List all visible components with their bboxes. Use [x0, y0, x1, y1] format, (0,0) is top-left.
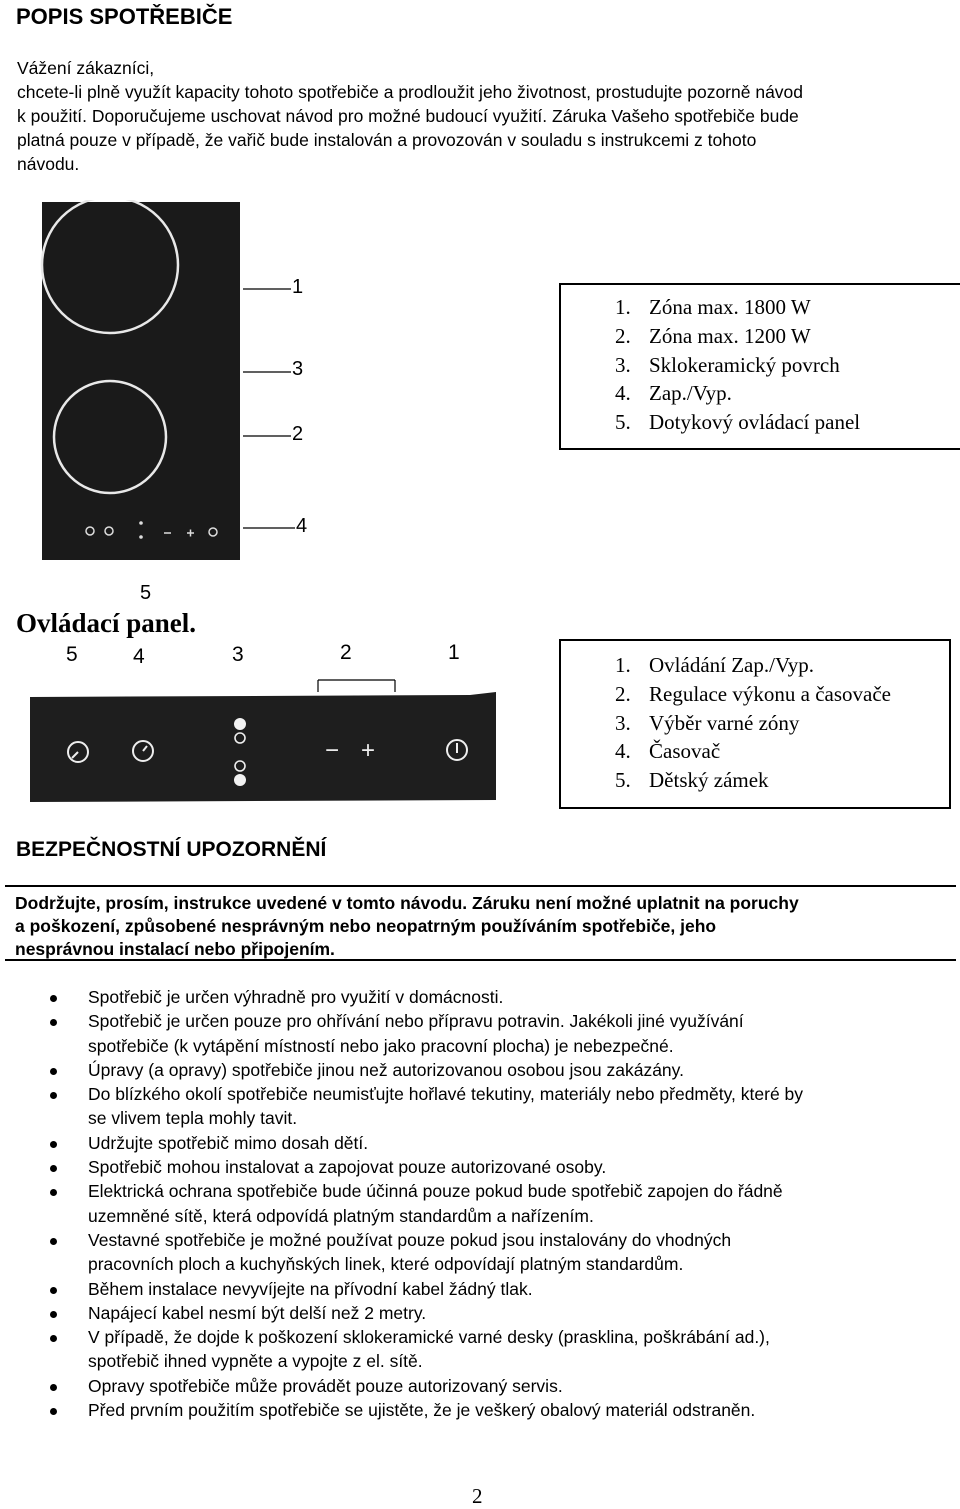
hob-callout-3: 3 — [292, 358, 304, 380]
bullet-icon — [50, 995, 57, 1002]
list-item: 1. Zóna max. 1800 W — [615, 295, 811, 319]
bullet-icon — [50, 1238, 57, 1245]
bullet-icon — [50, 1019, 57, 1026]
hob-callout-4: 4 — [296, 515, 308, 537]
list-item: 4. Časovač — [615, 739, 721, 764]
hob-callout-1: 1 — [292, 276, 304, 298]
control-panel-heading: Ovládací panel. — [16, 608, 197, 638]
warning-line: nesprávnou instalací nebo připojením. — [15, 939, 335, 959]
list-item: Napájecí kabel nesmí být delší než 2 metry. — [50, 1301, 940, 1325]
list-item: 3. Výběr varné zóny — [615, 710, 800, 735]
page-title: POPIS SPOTŘEBIČE — [16, 4, 233, 29]
bullet-icon — [50, 1335, 57, 1342]
warning-box — [5, 885, 956, 961]
panel-callout-1: 1 — [448, 641, 460, 664]
hob-callout-2: 2 — [292, 423, 304, 445]
list-item: Vestavné spotřebiče je možné používat pouze pokud jsou instalovány do vhodných pracovních ploch a kuchyňských linek, které odpovídají platným standardům. — [50, 1228, 940, 1277]
intro-line: návodu. — [17, 154, 80, 174]
panel-legend-box — [559, 639, 951, 809]
list-item: 4. Zap./Vyp. — [615, 381, 732, 406]
panel-callout-2: 2 — [340, 641, 352, 664]
panel-callout-4: 4 — [133, 645, 145, 668]
bullet-icon — [50, 1068, 57, 1075]
panel-legend — [615, 651, 891, 795]
list-item: Elektrická ochrana spotřebiče bude účinná pouze pokud bude spotřebič zapojen do řádně uzemněné sítě, která odpovídá platným standardům a nařízením. — [50, 1179, 940, 1228]
control-panel-illustration — [30, 640, 500, 810]
parts-legend — [615, 293, 860, 437]
panel-glass — [30, 692, 496, 802]
zone-select-top-icon — [234, 718, 246, 730]
page-number: 2 — [472, 1484, 483, 1508]
intro-line: chcete-li plně využít kapacity tohoto spotřebiče a prodloužit jeho životnost, prostudujte pozorně návod — [17, 82, 804, 102]
list-item: Spotřebič mohou instalovat a zapojovat pouze autorizované osoby. — [50, 1155, 940, 1179]
list-item: 2. Regulace výkonu a časovače — [615, 681, 891, 706]
list-item: 1. Ovládání Zap./Vyp. — [615, 653, 815, 677]
plus-button: + — [361, 737, 376, 764]
bullet-icon — [50, 1165, 57, 1172]
parts-legend-box — [559, 283, 960, 450]
bullet-icon — [50, 1287, 57, 1294]
list-item: 2. Zóna max. 1200 W — [615, 323, 811, 348]
panel-callout-3: 3 — [232, 643, 244, 666]
list-item: 5. Dětský zámek — [615, 768, 769, 793]
list-item: 5. Dotykový ovládací panel — [615, 410, 861, 435]
intro-paragraph — [17, 56, 947, 176]
hob-illustration — [38, 200, 243, 565]
list-item: 3. Sklokeramický povrch — [615, 352, 840, 377]
list-item: Opravy spotřebiče může provádět pouze autorizovaný servis. — [50, 1374, 940, 1398]
list-item: Udržujte spotřebič mimo dosah dětí. — [50, 1131, 940, 1155]
bullet-icon — [50, 1189, 57, 1196]
bullet-icon — [50, 1141, 57, 1148]
intro-line: k použití. Doporučujeme uschovat návod pro možné budoucí využití. Záruka Vašeho spotřebiče bude — [17, 106, 799, 126]
intro-line: Vážení zákazníci, — [17, 58, 155, 78]
hob-glass-surface — [42, 202, 240, 560]
minus-button: − — [325, 737, 340, 764]
safety-bullet-list — [50, 985, 940, 1422]
list-item: Spotřebič je určen výhradně pro využití v domácnosti. — [50, 985, 940, 1009]
list-item: Úpravy (a opravy) spotřebiče jinou než autorizovanou osobou jsou zakázány. — [50, 1058, 940, 1082]
intro-line: platná pouze v případě, že vařič bude instalován a provozován v souladu s instrukcemi z tohoto — [17, 130, 757, 150]
zone-select-bottom-icon — [234, 774, 246, 786]
warning-line: Dodržujte, prosím, instrukce uvedené v tomto návodu. Záruku není možné uplatnit na poruchy — [15, 893, 799, 913]
hob-callout-5: 5 — [140, 582, 152, 604]
list-item: Před prvním použitím spotřebiče se ujistěte, že je veškerý obalový materiál odstraněn. — [50, 1398, 940, 1422]
bullet-icon — [50, 1384, 57, 1391]
bullet-icon — [50, 1408, 57, 1415]
bullet-icon — [50, 1311, 57, 1318]
list-item: V případě, že dojde k poškození sklokeramické varné desky (prasklina, poškrábání ad.), spotřebič ihned vypněte a vypojte z el. sítě. — [50, 1325, 940, 1374]
bullet-icon — [50, 1092, 57, 1099]
list-item: Do blízkého okolí spotřebiče neumisťujte hořlavé tekutiny, materiály nebo předměty, které by se vlivem tepla mohly tavit. — [50, 1082, 940, 1131]
list-item: Spotřebič je určen pouze pro ohřívání nebo přípravu potravin. Jakékoli jiné využívání spotřebiče (k vytápění místností nebo jako pracovní plocha) je nebezpečné. — [50, 1009, 940, 1058]
warning-line: a poškození, způsobené nesprávným nebo neopatrným používáním spotřebiče, jeho — [15, 916, 717, 936]
safety-heading: BEZPEČNOSTNÍ UPOZORNĚNÍ — [16, 838, 327, 861]
panel-callout-5: 5 — [66, 643, 78, 666]
list-item: Během instalace nevyvíjejte na přívodní kabel žádný tlak. — [50, 1277, 940, 1301]
